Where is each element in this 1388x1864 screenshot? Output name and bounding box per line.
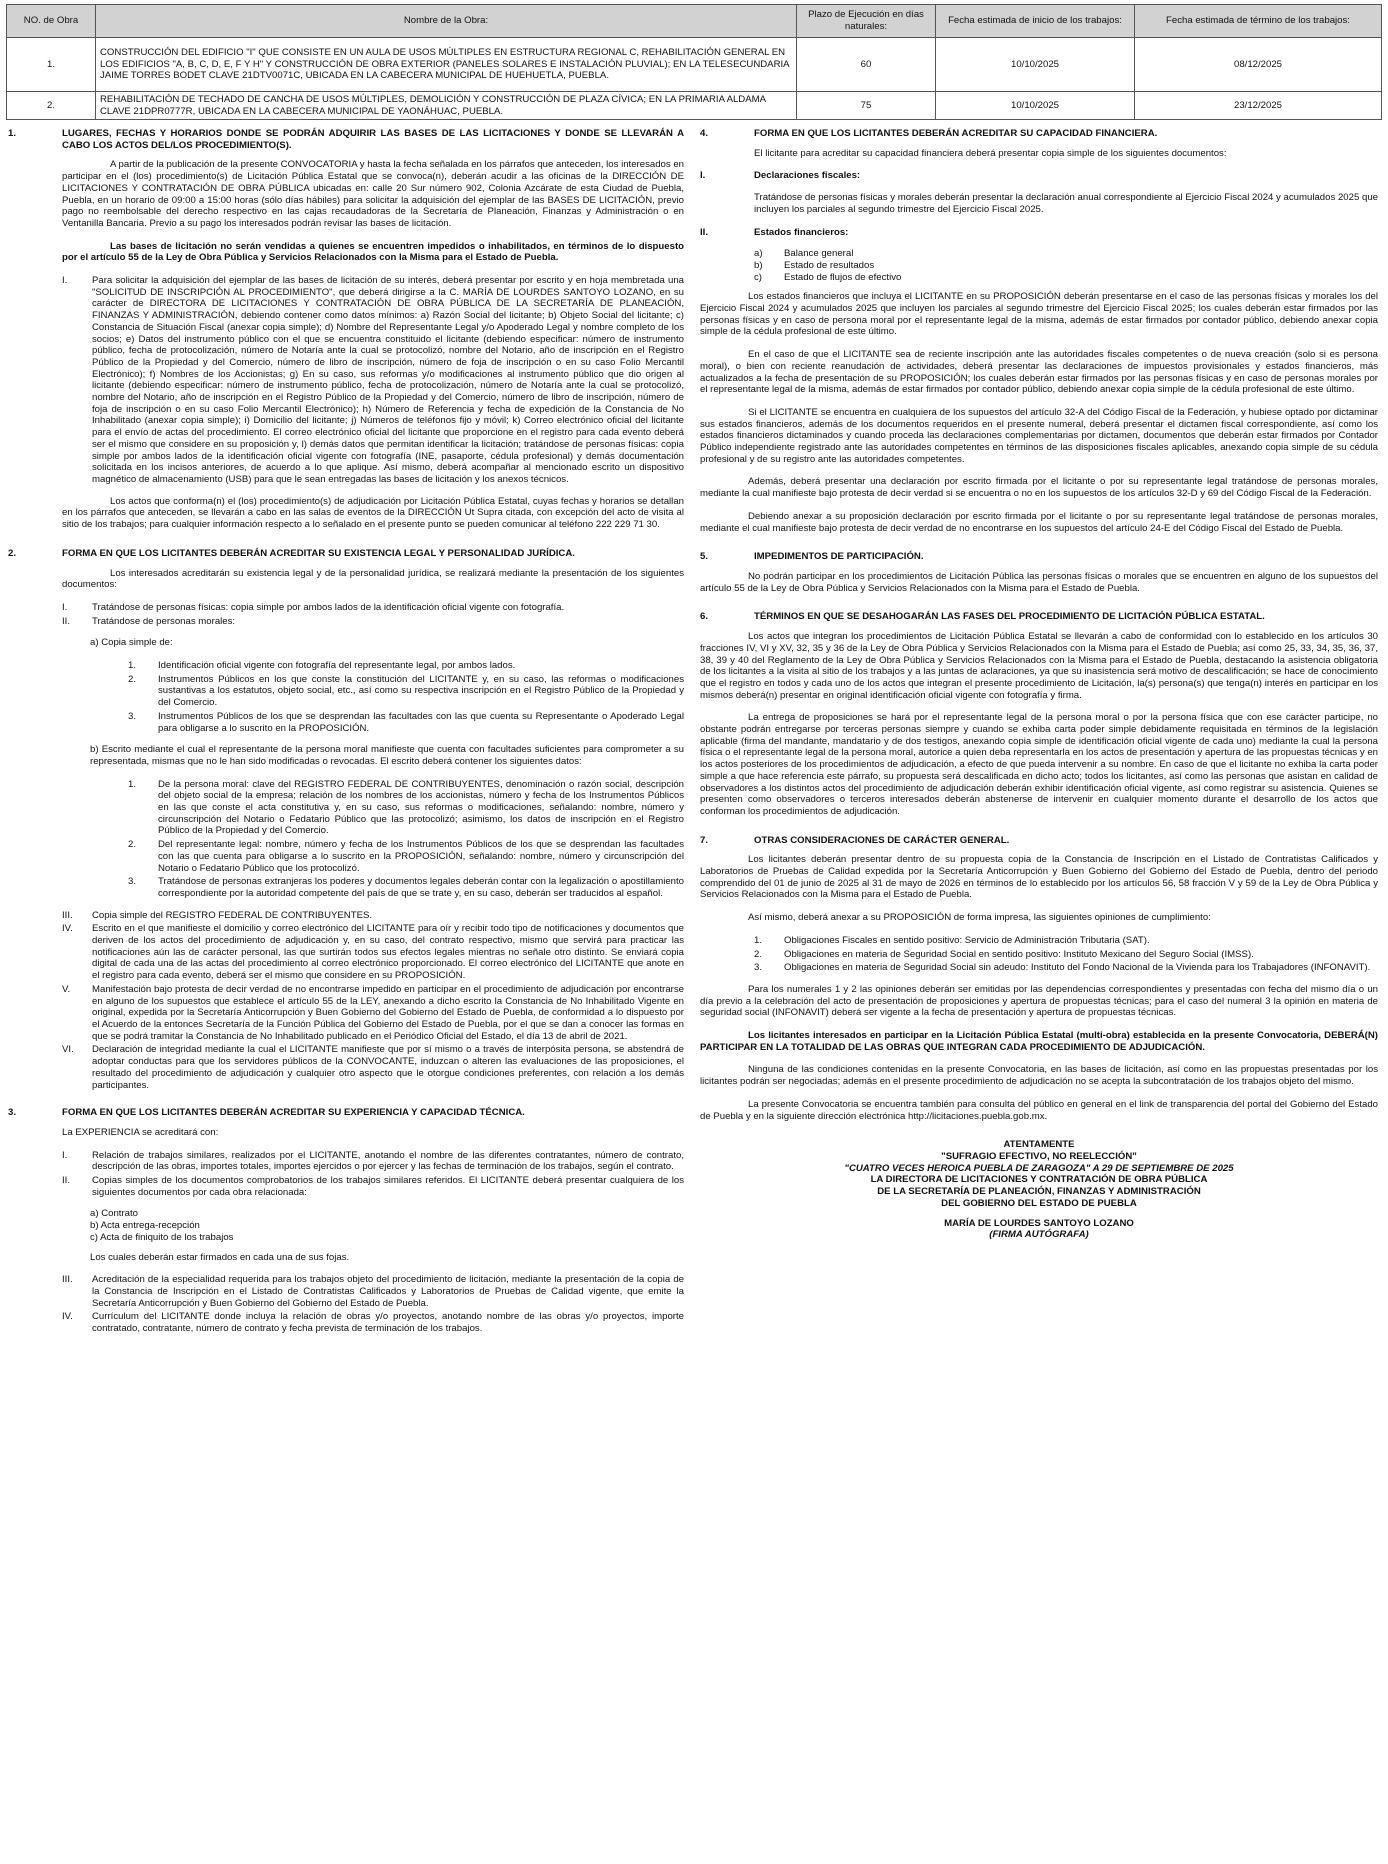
paragraph: El licitante para acreditar su capacidad financiera deberá presentar copia simple de los siguientes documentos: <box>754 147 1227 159</box>
list-item <box>8 876 684 899</box>
paragraph: La EXPERIENCIA se acreditará con: <box>62 1126 219 1138</box>
list-marker: IV. <box>62 923 73 935</box>
paragraph: Los interesados acreditarán su existencia legal y de la personalidad jurídica, se realizará mediante la presentación de los siguientes documentos: <box>62 567 684 591</box>
list-marker: 1. <box>128 660 137 672</box>
paragraph: No podrán participar en los procedimientos de Licitación Pública las personas físicas o morales que se encuentren en alguno de los supuestos del artículo 55 de la Ley de Obra Pública y Servicios Relacionados con la Misma para el Estado de Puebla. <box>700 570 1378 594</box>
section-6-heading <box>700 611 1378 623</box>
signature-line: DE LA SECRETARÍA DE PLANEACIÓN, FINANZAS Y ADMINISTRACIÓN <box>877 1186 1201 1198</box>
list-text: Obligaciones en materia de Seguridad Social en sentido positivo: Instituto Mexicano del Seguro Social (IMSS). <box>784 948 1254 960</box>
signature-note: (FIRMA AUTÓGRAFA) <box>989 1229 1089 1241</box>
list-item <box>8 616 684 628</box>
section-title: FORMA EN QUE LOS LICITANTES DEBERÁN ACREDITAR SU EXPERIENCIA Y CAPACIDAD TÉCNICA. <box>62 1107 525 1119</box>
list-marker: VI. <box>62 1044 74 1056</box>
list-text: Obligaciones Fiscales en sentido positivo: Servicio de Administración Tributaria (SAT). <box>784 934 1150 946</box>
paragraph: Los actos que conforma(n) el (los) procedimiento(s) de adjudicación por Licitación Pública Estatal, cuyas fechas y horarios se detallan en los párrafos que anteceden, se llevarán a cabo en las salas de eventos de la DIRECCIÓN Ut Supra citada, con excepción del acto de visita al sitio de los trabajos; para cualquier información respecto a lo señalado en el presente punto se pueden comunicar al teléfono 222 229 71 30. <box>62 495 684 531</box>
list-item <box>8 1274 684 1309</box>
right-column <box>700 128 1378 1241</box>
sub-heading: a) Copia simple de: <box>90 637 173 649</box>
list-marker: III. <box>62 909 73 921</box>
section-number: 3. <box>8 1107 17 1119</box>
section-2-heading <box>8 548 684 560</box>
list-text: Para solicitar la adquisición del ejemplar de las bases de licitación de su interés, deberá presentar por escrito y en hoja membretada una "SOLICITUD DE INSCRIPCIÓN AL PROCEDIMIENTO", que deberá dirigirse a la C. MARÍA DE LOURDES SANTOYO LOZANO, en su carácter de DIRECTORA DE LICITACIONES Y CONTRATACIÓN DE OBRA PÚBLICA DE LA SECRETARÍA DE PLANEACIÓN, FINANZAS Y ADMINISTRACIÓN, debiendo contener como datos mínimos: a) Razón Social del licitante; b) Objeto Social del licitante; c) Constancia de Situación Fiscal (anexar copia simple); d) Nombre del Representante Legal y/o Apoderado Legal y nombre completo de los socios; e) Datos del instrumento público con el que se encuentra constituido el licitante (debiendo especificar: número de instrumento público, fecha de protocolización, número de Notaría ante la cual se protocolizó, nombre del Notario, año de inscripción en el Registro Público de la Propiedad y del Comercio, número de libro de inscripción, número de foja de inscripción o en su caso Folio Mercantil Electrónico); f) Nombres de los Accionistas; g) En su caso, sus reformas y/o modificaciones al instrumento público que dio origen al licitante (debiendo especificar: número de instrumento público, fecha de protocolización, número de Notaría ante la cual se protocolizó, nombre del Notario, año de inscripción en el Registro Público de la Propiedad y del Comercio, número de libro de inscripción, número de foja de inscripción o en su caso Folio Mercantil Electrónico); h) Número de Referencia y fecha de expedición de la Constancia de No Inhabilitado (anexar copia simple); i) Domicilio del licitante; j) Números de teléfonos fijo y móvil; k) Correo electrónico oficial del licitante para el envío de actas del procedimiento. El correo electrónico oficial del licitante que proporcione en el registro para cada evento deberá ser el mismo que considere en su proposición y, l) demás datos que permitan identificar la licitación; tratándose de personas físicas: copia simple por ambos lados de la identificación oficial vigente con fotografía (INE, pasaporte, cédula profesional) y demás documentación solicitada en los incisos anteriores, de acuerdo a lo que aplique. Así mismo, deberá acompañar al mencionado escrito un dispositivo magnético de almacenamiento (USB) para que le sean entregadas las bases de licitación y los anexos técnicos. <box>92 275 684 485</box>
list-marker: IV. <box>62 1311 73 1323</box>
list-text: Balance general <box>784 248 854 260</box>
paragraph: Además, deberá presentar una declaración por escrito firmada por el licitante o por su representante legal tratándose de personas morales, mediante la cual manifieste bajo protesta de decir verdad si se encuentra o no en los supuestos de los artículos 32-D y 69 del Código Fiscal de la Federación. <box>700 476 1378 500</box>
list-marker: V. <box>62 983 71 995</box>
work-inicio: 10/10/2025 <box>936 92 1135 120</box>
list-marker: I. <box>62 275 68 287</box>
paragraph: Los licitantes deberán presentar dentro de su propuesta copia de la Constancia de Inscripción en el Listado de Contratistas Calificados y Laboratorios de Pruebas de Calidad expedida por la Secretaría Anticorrupción y Buen Gobierno del Gobierno del Estado de Puebla, dentro del periodo comprendido del 01 de junio de 2025 al 31 de mayo de 2026 en términos de lo establecido por los artículos 56, 58 fracción V y 59 de la Ley de Obra Pública y Servicios Relacionados con la Misma para el Estado de Puebla. <box>700 854 1378 901</box>
work-inicio: 10/10/2025 <box>936 38 1135 92</box>
section-number: 6. <box>700 611 709 623</box>
section-4-heading <box>700 128 1378 140</box>
list-marker: III. <box>62 1274 73 1286</box>
list-marker: 3. <box>128 876 137 888</box>
list-marker: I. <box>62 601 68 613</box>
list-text: Escrito en el que manifieste el domicilio y correo electrónico del LICITANTE para oír y recibir todo tipo de notificaciones y documentos que deriven de los actos del procedimiento de adjudicación y, en su caso, del contrato respectivo, mismo que servirá para practicar las notificaciones aún las de carácter personal, las que surtirán todos sus efectos legales mientras no señale otro distinto. Se enviará copia digital de cada una de las actas del procedimiento al correo electrónico proporcionado. El correo electrónico del LICITANTE que anote en el registro para cada evento, deberá ser el mismo que considere en su PROPOSICIÓN. <box>92 923 684 982</box>
work-termino: 23/12/2025 <box>1135 92 1382 120</box>
table-row <box>7 92 1382 120</box>
list-marker: b) <box>754 259 763 271</box>
list-text: Copias simples de los documentos comprobatorios de los trabajos similares referidos. El LICITANTE deberá presentar cualquiera de los siguientes documentos por cada obra relacionada: <box>92 1175 684 1198</box>
table-row <box>7 38 1382 92</box>
header-inicio: Fecha estimada de inicio de los trabajos: <box>936 5 1135 38</box>
list-marker: II. <box>62 1175 70 1187</box>
section-title: IMPEDIMENTOS DE PARTICIPACIÓN. <box>754 551 924 563</box>
list-item <box>8 1311 684 1334</box>
paragraph: Así mismo, deberá anexar a su PROPOSICIÓN de forma impresa, las siguientes opiniones de cumplimiento: <box>748 912 1211 924</box>
header-plazo: Plazo de Ejecución en días naturales: <box>797 5 936 38</box>
work-plazo: 60 <box>797 38 936 92</box>
list-marker: 2. <box>128 839 137 851</box>
list-marker: II. <box>62 615 70 627</box>
list-text: Tratándose de personas extranjeras los poderes y documentos legales deberán contar con la legalización o apostillamiento correspondiente por la autoridad competente del país de que se trate y, en su caso, deberán ser traducidos al español. <box>158 876 684 899</box>
section-number: 4. <box>700 128 709 139</box>
list-text: Declaración de integridad mediante la cual el LICITANTE manifieste que por sí mismo o a través de interpósita persona, se abstendrá de adoptar conductas para que los servidores públicos de la CONVOCANTE, induzcan o alteren las evaluaciones de las proposiciones, el resultado del procedimiento de adjudicación y cualquier otro aspecto que le otorgue condiciones preferentes, con relación a los demás participantes. <box>92 1044 684 1091</box>
list-marker: c) <box>754 271 762 283</box>
list-item <box>8 984 684 1043</box>
list-text: Instrumentos Públicos de los que se desprendan las facultades con las que cuenta su Representante o Apoderado Legal para obligarse a lo suscrito en la PROPOSICIÓN. <box>158 710 684 734</box>
section-number: 7. <box>700 834 709 846</box>
list-text: De la persona moral: clave del REGISTRO FEDERAL DE CONTRIBUYENTES, denominación o razón social, descripción del objeto social de la empresa; relación de los nombres de los accionistas, número y fecha de los Instrumentos Públicos en las que conste el acta constitutiva y, en su caso, sus reformas o modificaciones, señalando: nombre, número y circunscripción del Notario o Fedatario Público que las protocolizó; asimismo, los datos de inscripción en el Registro Público de la Propiedad y del Comercio. <box>158 778 684 837</box>
list-item <box>700 170 1378 182</box>
list-item: b) Acta entrega-recepción <box>90 1220 200 1232</box>
list-item <box>8 923 684 982</box>
list-text: Declaraciones fiscales: <box>754 170 861 182</box>
list-text: Estado de resultados <box>784 259 875 271</box>
list-text: Copia simple del REGISTRO FEDERAL DE CONTRIBUYENTES. <box>92 909 373 921</box>
list-text: Manifestación bajo protesta de decir verdad de no encontrarse impedido en participar en el procedimiento de adjudicación por encontrarse en alguno de los supuestos que establece el artículo 55 de la LEY, anexando a dicho escrito la Constancia de No Inhabilitado Vigente en original, expedida por la Secretaría Anticorrupción y Buen Gobierno del Gobierno del Estado de Puebla, de conformidad a lo dispuesto por el Acuerdo de la entonces Secretaría de la Función Pública del Gobierno del Estado de Puebla, por el que se dan a conocer las formas en que se podrá tramitar la Constancia de No Inhabilitado publicado en el Periódico Oficial del Estado, el día 13 de abril de 2021. <box>92 983 684 1042</box>
list-item <box>700 248 1378 260</box>
list-item: a) Contrato <box>90 1208 138 1220</box>
work-number: 2. <box>7 92 96 120</box>
header-termino: Fecha estimada de término de los trabajos: <box>1135 5 1382 38</box>
list-item <box>8 602 684 614</box>
signature-line: LA DIRECTORA DE LICITACIONES Y CONTRATACIÓN DE OBRA PÚBLICA <box>870 1174 1208 1186</box>
section-title: TÉRMINOS EN QUE SE DESAHOGARÁN LAS FASES DEL PROCEDIMIENTO DE LICITACIÓN PÚBLICA ESTATAL. <box>754 611 1265 623</box>
signature-line: "CUATRO VECES HEROICA PUEBLA DE ZARAGOZA" A 29 DE SEPTIEMBRE DE 2025 <box>844 1162 1234 1174</box>
header-no: NO. de Obra <box>7 5 96 38</box>
left-column <box>8 128 684 1337</box>
section-title: OTRAS CONSIDERACIONES DE CARÁCTER GENERAL. <box>754 834 1010 846</box>
signature-block <box>700 1139 1378 1241</box>
list-text: Obligaciones en materia de Seguridad Social sin adeudo: Instituto del Fondo Nacional de la Vivienda para los Trabajadores (INFONAVIT). <box>784 962 1371 974</box>
list-text: Relación de trabajos similares, realizados por el LICITANTE, anotando el nombre de las diferentes contratantes, número de contrato, descripción de las obras, importes totales, importes ejercidos o por ejercer y las fechas de terminación de los trabajos, según el contrato. <box>92 1149 684 1173</box>
paragraph: A partir de la publicación de la presente CONVOCATORIA y hasta la fecha señalada en los párrafos que anteceden, los interesados en participar en el (los) procedimiento(s) de Licitación Pública Estatal que se convoca(n), deberán acudir a las oficinas de la DIRECCIÓN DE LICITACIONES Y CONTRATACIÓN DE OBRA PÚBLICA ubicadas en: calle 20 Sur número 902, Colonia Azcárate de esta Ciudad de Puebla, Puebla, en un horario de 09:00 a 15:00 horas (sólo días hábiles) para solicitar la adquisición del ejemplar de las BASES DE LICITACIÓN, previo pago no reembolsable del derecho respectivo en las cajas recaudadoras de la Secretaría de Planeación, Finanzas y Administración o en Ventanilla Bancaria. Previo a su pago los interesados podrán revisar las bases de licitación. <box>62 159 685 229</box>
list-marker: 2. <box>128 673 137 685</box>
signature-line: ATENTAMENTE <box>1003 1139 1075 1151</box>
list-item <box>700 260 1378 272</box>
list-marker: 3. <box>754 962 763 974</box>
paragraph: Para los numerales 1 y 2 las opiniones deberán ser emitidas por las dependencias correspondientes y presentadas con fecha del mismo día o un día previo a la celebración del acto de presentación de proposiciones y apertura de propuestas técnicas; para el caso del numeral 3 la opinión en materia de seguridad social (INFONAVIT) deberá ser vigente a la fecha de presentación y apertura de propuestas técnicas. <box>700 983 1378 1019</box>
paragraph: En el caso de que el LICITANTE sea de reciente inscripción ante las autoridades fiscales competentes o de nueva creación (solo si es persona moral), o bien con reciente reanudación de actividades, deberá presentar las declaraciones de impuestos provisionales y estados financieros, más actualizados a la fecha de presentación de su PROPOSICIÓN; los cuales deberán estar firmados por las personas físicas y en caso de personas morales por el representante legal de la misma, además de estar firmados por contador público, debiendo anexar copia simple de la cédula profesional de este último. <box>700 349 1378 396</box>
list-item <box>8 1150 684 1173</box>
paragraph: Ninguna de las condiciones contenidas en la presente Convocatoria, en las bases de licitación, así como en las propuestas presentadas por los licitantes podrán ser negociadas; además en el presente procedimiento de adjudicación no se acepta la subcontratación de los trabajos objeto del mismo. <box>700 1064 1378 1088</box>
section-3-heading <box>8 1107 684 1119</box>
paragraph: Las bases de licitación no serán vendidas a quienes se encuentren impedidos o inhabilitados, en términos de lo dispuesto por el artículo 55 de la Ley de Obra Pública y Servicios Relacionados con la Misma para el Estado de Puebla. <box>62 240 684 264</box>
section-number: 5. <box>700 551 709 563</box>
list-item: c) Acta de finiquito de los trabajos <box>90 1231 234 1243</box>
section-title: LUGARES, FECHAS Y HORARIOS DONDE SE PODRÁN ADQUIRIR LAS BASES DE LAS LICITACIONES Y DONDE SE LLEVARÁN A CABO LOS ACTOS DEL/LOS PROCEDIMIENTO(S). <box>62 128 684 151</box>
section-number: 2. <box>8 547 17 559</box>
paragraph: Debiendo anexar a su proposición declaración por escrito firmada por el licitante o por su representante legal tratándose de personas morales, mediante el cual manifieste bajo protesta de decir verdad de no encontrarse en los supuestos del artículo 24-E del Código Fiscal del Estado de Puebla. <box>700 510 1378 534</box>
list-marker: 3. <box>128 710 137 722</box>
list-marker: I. <box>700 170 706 182</box>
paragraph: Los licitantes interesados en participar en la Licitación Pública Estatal (multi-obra) establecida en la presente Convocatoria, DEBERÁ(N) PARTICIPAR EN LA TOTALIDAD DE LAS OBRAS QUE INTEGRAN CADA PROCEDIMIENTO DE ADJUDICACIÓN. <box>700 1030 1378 1053</box>
list-text: Instrumentos Públicos en los que conste la constitución del LICITANTE y, en su caso, las reformas o modificaciones sustantivas a los estatutos, objeto social, etc., así como su respectiva inscripción en el Registro Público de la Propiedad y del Comercio. <box>158 673 684 709</box>
list-marker: a) <box>754 248 763 260</box>
paragraph: b) Escrito mediante el cual el representante de la persona moral manifieste que cuenta con facultades suficientes para comprometer a su representada, mismas que no le han sido modificadas o revocadas. El escrito deberá contener los siguientes datos: <box>90 744 684 767</box>
paragraph: Tratándose de personas físicas y morales deberán presentar la declaración anual correspondiente al Ejercicio Fiscal 2024 y acumulados 2025 que incluyen los parciales al segundo trimestre del Ejercicio Fiscal 2025. <box>754 192 1378 215</box>
list-item <box>8 711 684 734</box>
list-marker: 1. <box>754 934 763 946</box>
list-item <box>8 660 684 672</box>
paragraph: La presente Convocatoria se encuentra también para consulta del público en general en el link de transparencia del portal del Gobierno del Estado de Puebla y en la siguiente dirección electrónica http://licitaciones.puebla.gob.mx. <box>700 1098 1378 1122</box>
work-name: CONSTRUCCIÓN DEL EDIFICIO "I" QUE CONSISTE EN UN AULA DE USOS MÚLTIPLES EN ESTRUCTURA REGIONAL C, REHABILITACIÓN GENERAL EN LOS EDIFICIOS "A, B, C, D, E, F Y H" Y CONSTRUCCIÓN DE OBRA EXTERIOR (PANELES SOLARES E INSTALACIÓN PLUVIAL); EN LA TELESECUNDARIA JAIME TORRES BODET CLAVE 21DTV0071C, UBICADA EN LA CABECERA MUNICIPAL DE HUEHUETLA, PUEBLA. <box>96 38 797 92</box>
signature-line: "SUFRAGIO EFECTIVO, NO REELECCIÓN" <box>941 1151 1137 1162</box>
section-5-heading <box>700 551 1378 563</box>
paragraph: Los estados financieros que incluya el LICITANTE en su PROPOSICIÓN deberán presentarse en el caso de las personas físicas y morales los del Ejercicio Fiscal 2024 y acumulados 2025 que incluyen los parciales al segundo trimestre del Ejercicio Fiscal 2025; los cuales deberán estar firmados por las personas físicas y en caso de persona moral por el representante legal de la misma, además de estar firmados por contador público, debiendo anexar copia simple de la cédula profesional de este último. <box>700 291 1378 338</box>
list-marker: II. <box>700 226 708 238</box>
section-7-heading <box>700 835 1378 847</box>
list-item <box>8 1044 684 1091</box>
list-item <box>8 674 684 709</box>
list-text: Tratándose de personas físicas: copia simple por ambos lados de la identificación oficial vigente con fotografía. <box>92 601 565 613</box>
list-text: Acreditación de la especialidad requerida para los trabajos objeto del procedimiento de licitación, mediante la presentación de la copia de la Constancia de Inscripción en el Listado de Contratistas Calificados y Laboratorios de Pruebas de Calidad vigente, que emite la Secretaría Anticorrupción y Buen Gobierno del Gobierno del Estado de Puebla. <box>92 1274 684 1309</box>
header-name: Nombre de la Obra: <box>96 5 797 38</box>
list-item <box>700 272 1378 284</box>
list-text: Currículum del LICITANTE donde incluya la relación de obras y/o proyectos, anotando nombre de las obras y/o proyectos, importe contratado, contratante, número de contrato y fecha prevista de terminación de los trabajos. <box>92 1311 684 1335</box>
list-item <box>700 935 1378 947</box>
list-marker: 1. <box>128 778 137 790</box>
signer-name: MARÍA DE LOURDES SANTOYO LOZANO <box>944 1217 1134 1229</box>
list-text: Tratándose de personas morales: <box>92 615 236 627</box>
list-item <box>8 1175 684 1198</box>
paragraph: La entrega de proposiciones se hará por el representante legal de la persona moral o por la persona física que con ese carácter participe, no obstante podrán entregarse por terceras personas siempre y cuando se exhiba carta poder simple debidamente requisitada en términos de la legislación aplicable (firma del mandante, mandatario y de dos testigos, anexando copia simple de identificación oficial vigente de cada uno) mediante la cual la persona física o el representante legal de la persona moral, autorice a quien deba representarla en los actos de presentación y apertura de las propuestas técnicas y en los actos posteriores de los procedimientos de adjudicación, a efecto de que pueda intervenir a su nombre. En caso de que el licitante no exhiba la carta poder simple a que hace referencia este párrafo, su propuesta será descalificada en dicho acto; todos los licitantes, así como las personas que asistan en calidad de observadores a los distintos actos del procedimiento de adjudicación deberán exhibir identificación oficial vigente, así como registrar su asistencia. Quienes se presenten como observadores o terceros interesados deberán abstenerse de intervenir en cualquier momento durante el desarrollo de los actos que conforman los procedimientos de adjudicación. <box>700 712 1378 817</box>
list-item <box>700 949 1378 961</box>
work-number: 1. <box>7 38 96 92</box>
section-title: FORMA EN QUE LOS LICITANTES DEBERÁN ACREDITAR SU CAPACIDAD FINANCIERA. <box>754 128 1158 139</box>
list-item <box>8 275 684 486</box>
works-table <box>6 4 1382 120</box>
work-name: REHABILITACIÓN DE TECHADO DE CANCHA DE USOS MÚLTIPLES, DEMOLICIÓN Y CONSTRUCCIÓN DE PLAZA CÍVICA; EN LA PRIMARIA ALDAMA CLAVE 21DPR0777R, UBICADA EN LA CABECERA MUNICIPAL DE YAONÁHUAC, PUEBLA. <box>96 92 797 120</box>
list-text: Estado de flujos de efectivo <box>784 271 902 283</box>
list-marker: I. <box>62 1149 68 1161</box>
signature-line: DEL GOBIERNO DEL ESTADO DE PUEBLA <box>941 1197 1137 1209</box>
paragraph: Si el LICITANTE se encuentra en cualquiera de los supuestos del artículo 32-A del Código Fiscal de la Federación, y hubiese optado por dictaminar sus estados financieros, además de los documentos requeridos en el presente numeral, deberá presentar el dictamen fiscal correspondiente, así como los estados financieros dictaminados y cuando proceda las declaraciones complementarias por dictamen, documentos que deberán estar firmados por Contador Público independiente registrado ante las autoridades competentes en términos de las disposiciones fiscales aplicables, anexando copia simple de su cédula profesional y de su registro ante las autoridades competentes. <box>700 406 1378 465</box>
work-termino: 08/12/2025 <box>1135 38 1382 92</box>
paragraph: Los cuales deberán estar firmados en cada una de sus fojas. <box>90 1251 350 1263</box>
work-plazo: 75 <box>797 92 936 120</box>
list-item <box>700 962 1378 974</box>
list-marker: 2. <box>754 948 763 960</box>
section-title: FORMA EN QUE LOS LICITANTES DEBERÁN ACREDITAR SU EXISTENCIA LEGAL Y PERSONALIDAD JURÍDICA. <box>62 547 575 559</box>
list-text: Estados financieros: <box>754 226 849 238</box>
list-item <box>700 227 1378 239</box>
paragraph: Los actos que integran los procedimientos de Licitación Pública Estatal se llevarán a cabo de conformidad con lo establecido en los artículos 30 fracciones IV, VI y XV, 32, 35 y 36 de la Ley de Obra Pública y Servicios Relacionados con la Misma para el Estado de Puebla; así como 25, 33, 34, 35, 36, 37, 38, 39 y 40 del Reglamento de la Ley de Obra Pública y Servicios Relacionados con la Misma para el Estado de Puebla, destacando la asistencia obligatoria de los licitantes a la visita al sitio de los trabajos y a las juntas de aclaraciones, ya que su inasistencia será motivo de descalificación; se hace de conocimiento que el registro en todos y cada uno de los actos que integran el presente procedimiento de Licitación, la(s) persona(s) que tenga(n) interés en participar en los mismos deberá(n) presentar en original identificación oficial vigente con fotografía y firma. <box>700 631 1378 701</box>
list-item <box>8 779 684 838</box>
section-1-heading <box>8 128 684 151</box>
section-number: 1. <box>8 128 17 139</box>
works-table-header <box>7 5 1382 38</box>
list-text: Identificación oficial vigente con fotografía del representante legal, por ambos lados. <box>158 660 516 672</box>
list-item <box>8 910 684 922</box>
list-item <box>8 839 684 874</box>
list-text: Del representante legal: nombre, número y fecha de los Instrumentos Públicos de los que se desprendan las facultades con las que cuenta para obligarse a lo suscrito en la PROPOSICIÓN, señalando: nombre, número y circunscripción del Notario o Fedatario Público que los protocolizó. <box>158 839 684 874</box>
